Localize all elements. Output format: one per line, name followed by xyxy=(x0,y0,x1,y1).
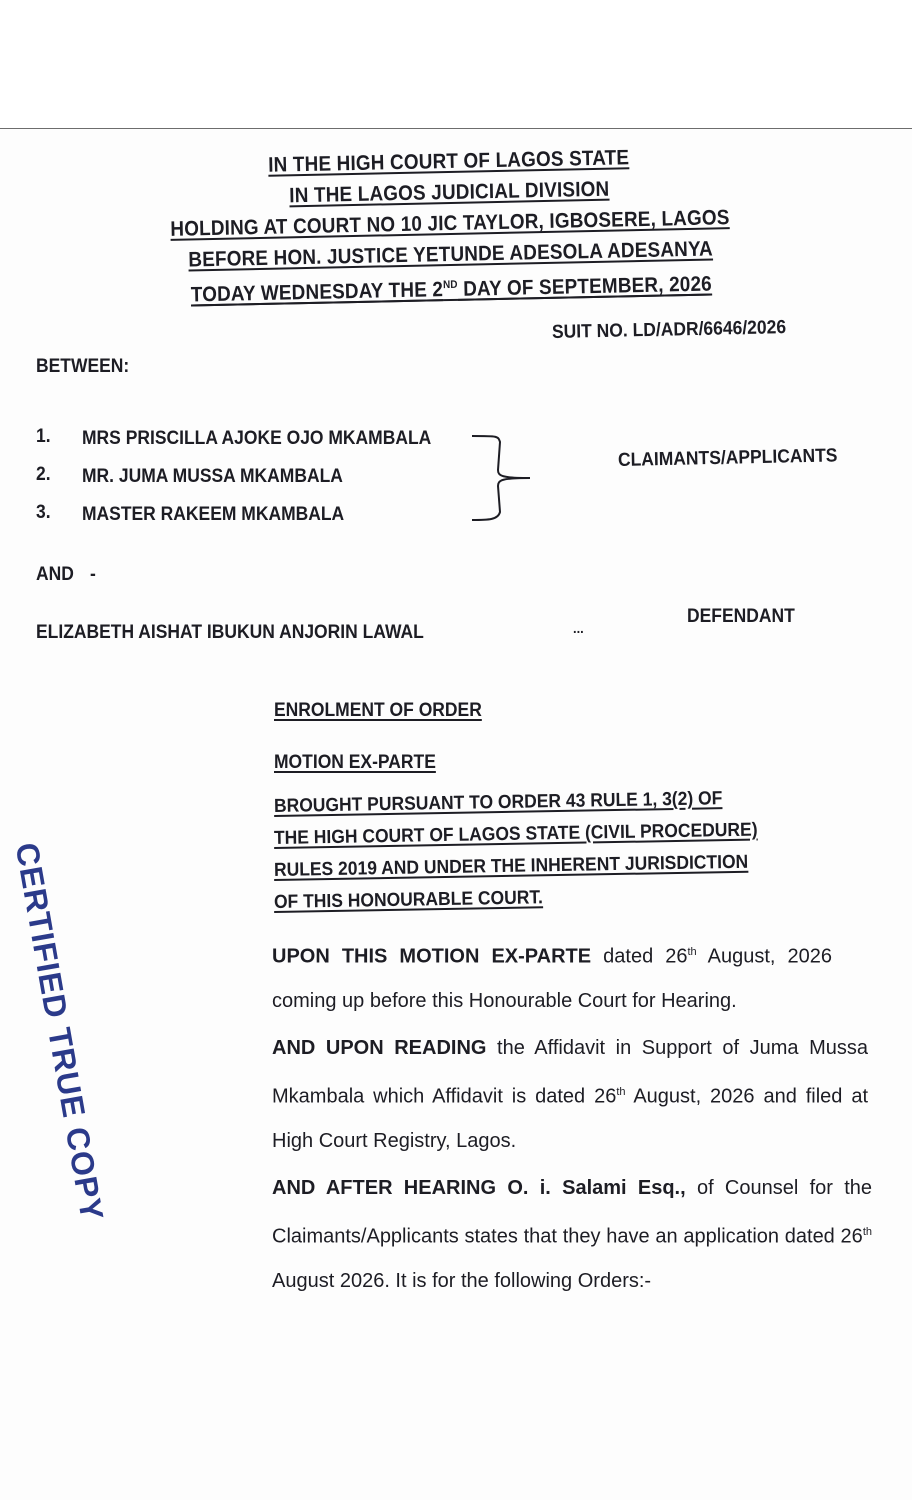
court-heading xyxy=(118,139,781,312)
brought-line-3: RULES 2019 AND UNDER THE INHERENT JURISDICTION xyxy=(273,851,749,881)
heading-line-2: IN THE LAGOS JUDICIAL DIVISION xyxy=(289,177,610,208)
defendant-dots: ... xyxy=(573,620,584,636)
heading-line-1: IN THE HIGH COURT OF LAGOS STATE xyxy=(267,146,630,177)
brought-line-1: BROUGHT PURSUANT TO ORDER 43 RULE 1, 3(2) OF xyxy=(273,788,723,817)
claimant-3-name: MASTER RAKEEM MKAMBALA xyxy=(82,504,345,525)
enrolment-title: ENROLMENT OF ORDER xyxy=(274,700,482,721)
between-label: BETWEEN: xyxy=(36,356,130,377)
paragraph-after-hearing: AND AFTER HEARING O. i. Salami Esq., of Counsel for the Claimants/Applicants states that they have an application dated 26th August 2026. It is for the following Orders:- xyxy=(272,1177,872,1292)
claimant-2-name: MR. JUMA MUSSA MKAMBALA xyxy=(82,466,343,487)
defendant-name: ELIZABETH AISHAT IBUKUN ANJORIN LAWAL xyxy=(36,622,424,643)
claimant-2-number: 2. xyxy=(36,464,51,485)
certified-true-copy-stamp: CERTIFIED TRUE COPY xyxy=(8,840,111,1224)
and-label: AND xyxy=(36,564,74,585)
claimants-brace xyxy=(468,432,538,524)
defendant-role: DEFENDANT xyxy=(687,606,795,627)
claimant-1-name: MRS PRISCILLA AJOKE OJO MKAMBALA xyxy=(82,428,432,449)
and-mark: - xyxy=(90,564,96,585)
paragraph-upon-motion: UPON THIS MOTION EX-PARTE dated 26th August, 2026 coming up before this Honourable Court for Hearing. xyxy=(272,945,832,1012)
claimants-role: CLAIMANTS/APPLICANTS xyxy=(617,445,838,471)
heading-line-5: TODAY WEDNESDAY THE 2ND DAY OF SEPTEMBER, 2026 xyxy=(190,272,713,307)
claimant-3-number: 3. xyxy=(36,502,51,523)
suit-number: SUIT NO. LD/ADR/6646/2026 xyxy=(551,317,787,343)
heading-line-4: BEFORE HON. JUSTICE YETUNDE ADESOLA ADESANYA xyxy=(188,237,714,272)
claimant-1-number: 1. xyxy=(36,426,51,447)
heading-line-3: HOLDING AT COURT NO 10 JIC TAYLOR, IGBOSERE, LAGOS xyxy=(170,206,730,241)
brought-line-2: THE HIGH COURT OF LAGOS STATE (CIVIL PROCEDURE) xyxy=(273,819,758,849)
paragraph-upon-reading: AND UPON READING the Affidavit in Support of Juma Mussa Mkambala which Affidavit is dated 26th August, 2026 and filed at High Court Registry, Lagos. xyxy=(272,1037,869,1152)
brought-line-4: OF THIS HONOURABLE COURT. xyxy=(273,887,544,913)
top-blank-area xyxy=(0,0,912,128)
motion-title: MOTION EX-PARTE xyxy=(274,752,436,773)
